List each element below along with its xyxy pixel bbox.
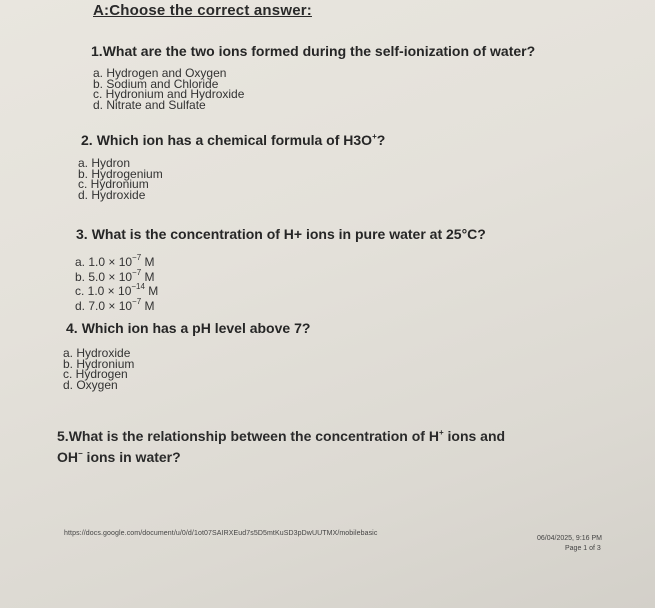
footer-page-number: Page 1 of 3 [565, 545, 601, 552]
option-3a-label: a. 1.0 × 10 [75, 255, 133, 269]
section-heading: A:Choose the correct answer: [93, 2, 312, 19]
question-3-options [75, 253, 158, 311]
option-1c: c. Hydronium and Hydroxide [93, 87, 245, 101]
question-3-number: 3. [76, 226, 88, 242]
option-3a-exponent: −7 [132, 253, 142, 262]
option-3d-unit: M [141, 298, 155, 313]
option-3b [75, 268, 158, 283]
option-3c-exponent: −14 [131, 282, 145, 291]
question-4-text: Which ion has a pH level above 7? [81, 320, 311, 336]
option-3c-label: c. 1.0 × 10 [75, 284, 132, 298]
option-3d-exponent: −7 [132, 296, 142, 306]
question-2-text-end: ? [376, 132, 386, 148]
option-3d [75, 297, 158, 312]
question-4-number: 4. [66, 320, 78, 336]
option-4d: d. Oxygen [63, 377, 118, 392]
question-1-text: What are the two ions formed during the self-ionization of water? [102, 43, 536, 59]
question-3-text: What is the concentration of H+ ions in pure water at 25°C? [91, 226, 486, 242]
question-5-text-2: ions and [443, 428, 506, 444]
option-2c: c. Hydronium [78, 177, 149, 191]
question-2-number: 2. [81, 132, 93, 148]
question-5-text-4: ions in water? [82, 449, 181, 465]
option-4a: a. Hydroxide [63, 346, 131, 360]
question-5-superscript-plus: + [438, 428, 444, 437]
question-3 [76, 226, 486, 242]
footer-url: https://docs.google.com/document/u/0/d/1ot07SAIRXEud7s5D5mtKuSD3pDwUUTMX/mobilebasic [64, 530, 378, 537]
option-4b: b. Hydronium [63, 356, 135, 371]
option-3c [75, 282, 158, 297]
option-3d-label: d. 7.0 × 10 [75, 298, 133, 313]
option-1a: a. Hydrogen and Oxygen [93, 66, 227, 80]
question-4 [66, 320, 310, 336]
question-5-text: What is the relationship between the concentration of H [68, 428, 439, 444]
question-2-superscript: + [372, 132, 377, 141]
question-5-text-3: OH [57, 449, 78, 465]
option-2d: d. Hydroxide [78, 187, 146, 202]
question-5-superscript-minus: − [78, 449, 83, 458]
footer-timestamp: 06/04/2025, 9:16 PM [537, 535, 602, 542]
question-1-number: 1. [91, 43, 103, 59]
option-3b-unit: M [141, 269, 155, 284]
question-2 [81, 132, 385, 148]
option-1b: b. Sodium and Chloride [93, 76, 219, 91]
option-3a-unit: M [141, 255, 155, 269]
question-1 [91, 43, 535, 59]
option-4c: c. Hydrogen [63, 367, 128, 381]
option-3b-label: b. 5.0 × 10 [75, 269, 133, 284]
question-2-options [78, 158, 163, 200]
option-3c-unit: M [144, 284, 159, 298]
option-3a [75, 253, 158, 268]
question-1-options [93, 68, 244, 110]
question-5 [57, 424, 617, 466]
option-2b: b. Hydrogenium [78, 166, 163, 181]
question-4-options [63, 348, 134, 390]
question-2-text: Which ion has a chemical formula of H3O [96, 132, 373, 148]
option-3b-exponent: −7 [132, 267, 142, 277]
option-1d: d. Nitrate and Sulfate [93, 97, 206, 112]
question-5-number: 5. [57, 428, 69, 444]
option-2a: a. Hydron [78, 156, 131, 170]
